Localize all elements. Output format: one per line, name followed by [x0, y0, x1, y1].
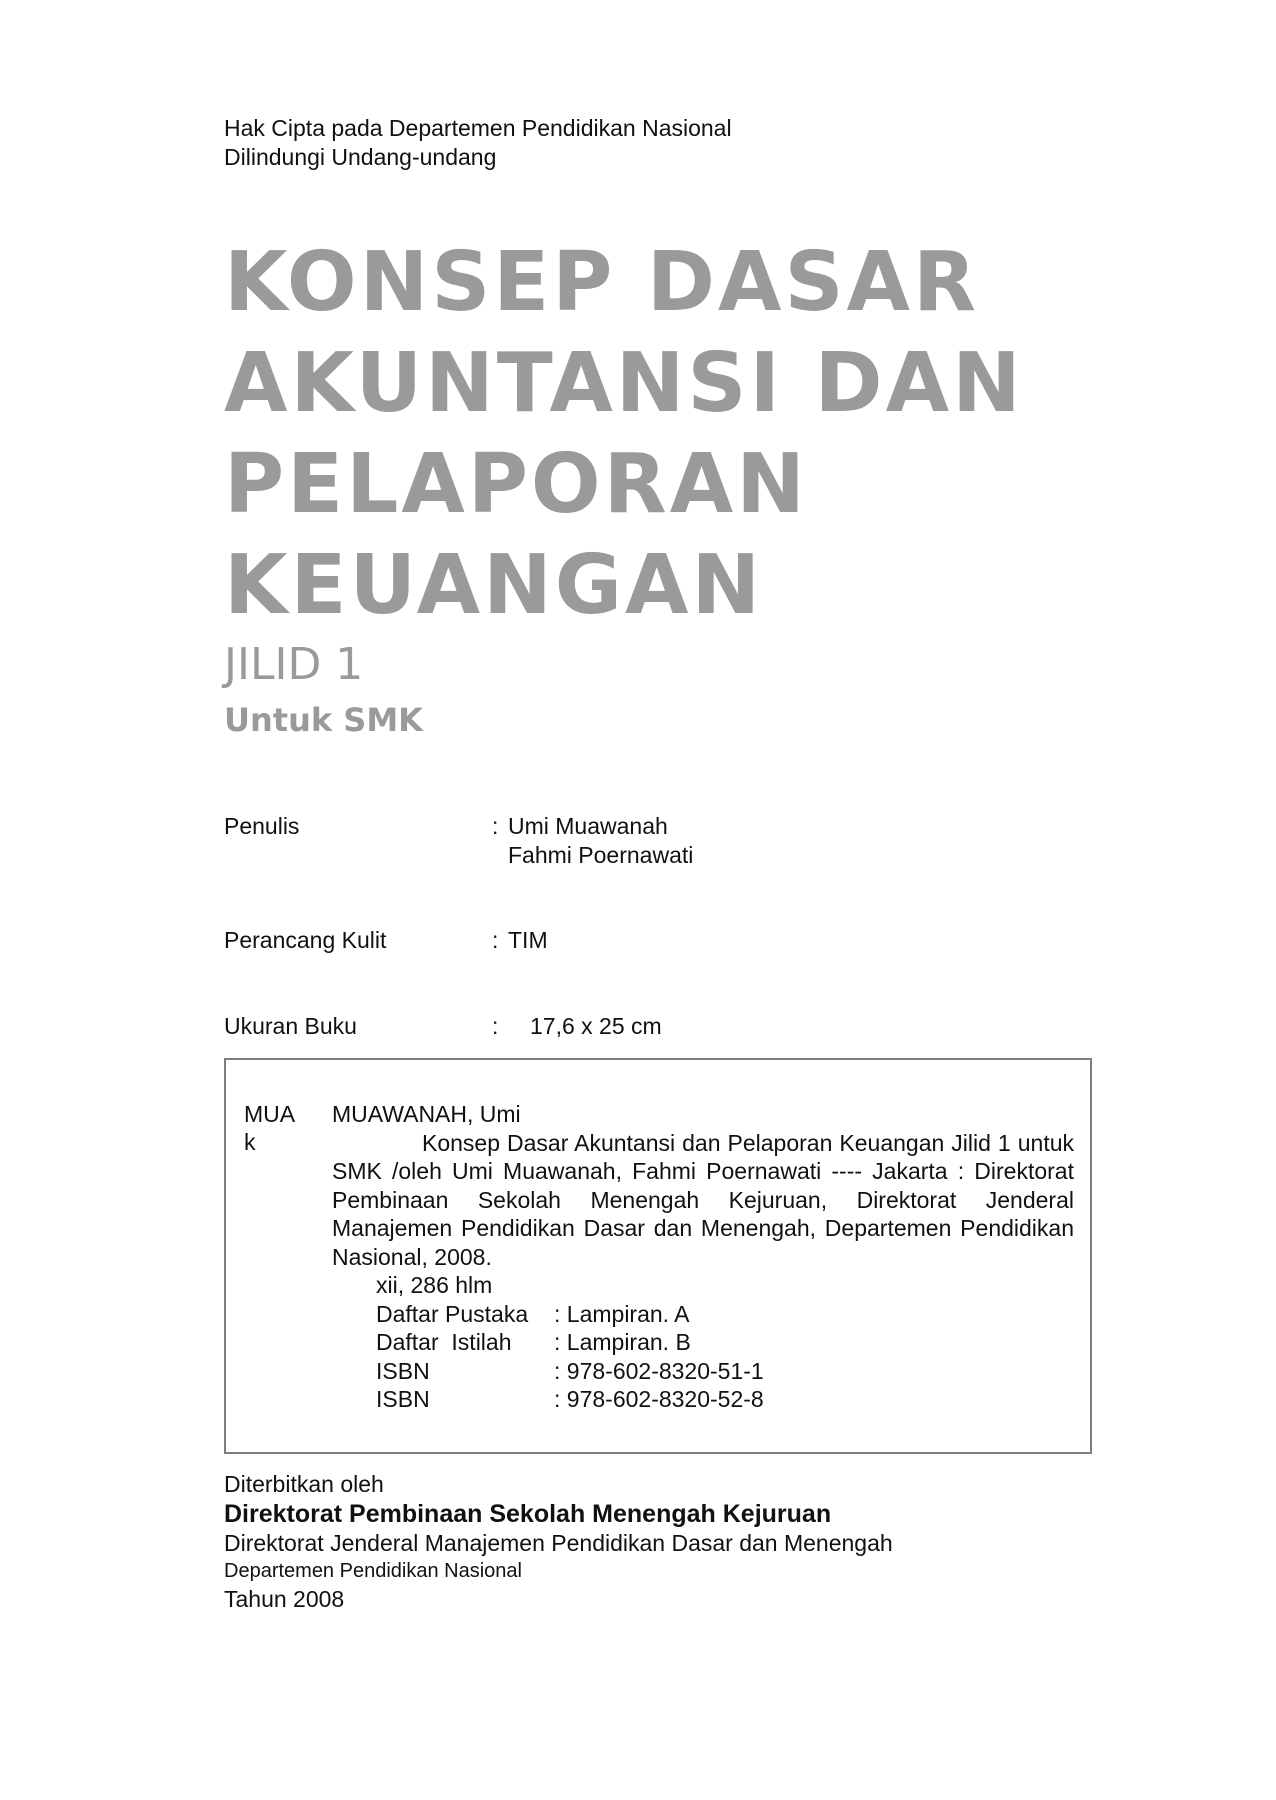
catalog-description: Konsep Dasar Akuntansi dan Pelaporan Keuangan Jilid 1 untuk SMK /oleh Umi Muawanah, Fahmi Poernawati ---- Jakarta : Direktorat Pembinaan Sekolah Menengah Kejuruan, Direktorat Jenderal Manajemen Pendidikan Dasar dan Menengah, Departemen Pendidikan Nasional, 2008.	[332, 1129, 1074, 1270]
publisher-directorate: Direktorat Jenderal Manajemen Pendidikan Dasar dan Menengah	[224, 1530, 893, 1556]
protection-line: Dilindungi Undang-undang	[224, 144, 497, 170]
book-audience: Untuk SMK	[224, 701, 423, 739]
catalog-detail-row	[376, 1357, 764, 1386]
book-size-value: 17,6 x 25 cm	[530, 1013, 662, 1039]
catalog-call-number	[244, 1100, 304, 1156]
publication-year: Tahun 2008	[224, 1586, 345, 1612]
copyright-line: Hak Cipta pada Departemen Pendidikan Nasional	[224, 115, 732, 141]
catalog-record-box	[224, 1058, 1092, 1454]
catalog-detail-row	[376, 1385, 764, 1414]
catalog-detail-key: ISBN	[376, 1386, 430, 1412]
catalog-detail-row	[376, 1328, 764, 1357]
catalog-detail-value: : 978-602-8320-52-8	[554, 1386, 764, 1412]
book-title	[224, 232, 1024, 636]
catalog-detail-key: Daftar Pustaka	[376, 1300, 529, 1327]
colon: :	[492, 813, 499, 839]
catalog-detail-key: ISBN	[376, 1357, 430, 1384]
publisher-block	[224, 1470, 893, 1614]
book-size-label: Ukuran Buku	[224, 1013, 357, 1039]
publisher-department: Departemen Pendidikan Nasional	[224, 1560, 522, 1582]
catalog-entry	[332, 1100, 1074, 1414]
catalog-detail-value: : Lampiran. A	[554, 1300, 690, 1327]
book-volume: JILID 1	[224, 639, 364, 690]
book-title-line: KEUANGAN	[224, 538, 764, 633]
catalog-detail-key: Daftar Istilah	[376, 1329, 512, 1355]
catalog-detail-value: : Lampiran. B	[554, 1329, 691, 1355]
colon: :	[492, 927, 499, 953]
author-name: Fahmi Poernawati	[508, 842, 694, 868]
book-title-line: AKUNTANSI DAN	[224, 336, 1024, 431]
author-name: Umi Muawanah	[508, 813, 668, 839]
publisher-name: Direktorat Pembinaan Sekolah Menengah Kejuruan	[224, 1500, 832, 1528]
catalog-details-table	[376, 1300, 764, 1414]
cover-designer-value: TIM	[508, 927, 548, 953]
call-number-line: k	[244, 1129, 256, 1155]
copyright-notice	[224, 114, 732, 172]
authors-label: Penulis	[224, 813, 300, 839]
publisher-label: Diterbitkan oleh	[224, 1471, 384, 1497]
catalog-detail-value: : 978-602-8320-51-1	[554, 1357, 764, 1384]
book-title-line: PELAPORAN	[224, 437, 808, 532]
call-number-line: MUA	[244, 1101, 296, 1127]
catalog-pages: xii, 286 hlm	[376, 1272, 493, 1298]
catalog-detail-row	[376, 1300, 764, 1329]
cover-designer-label: Perancang Kulit	[224, 927, 387, 953]
book-title-line: KONSEP DASAR	[224, 235, 980, 330]
colon: :	[492, 1013, 499, 1039]
catalog-heading: MUAWANAH, Umi	[332, 1101, 521, 1127]
